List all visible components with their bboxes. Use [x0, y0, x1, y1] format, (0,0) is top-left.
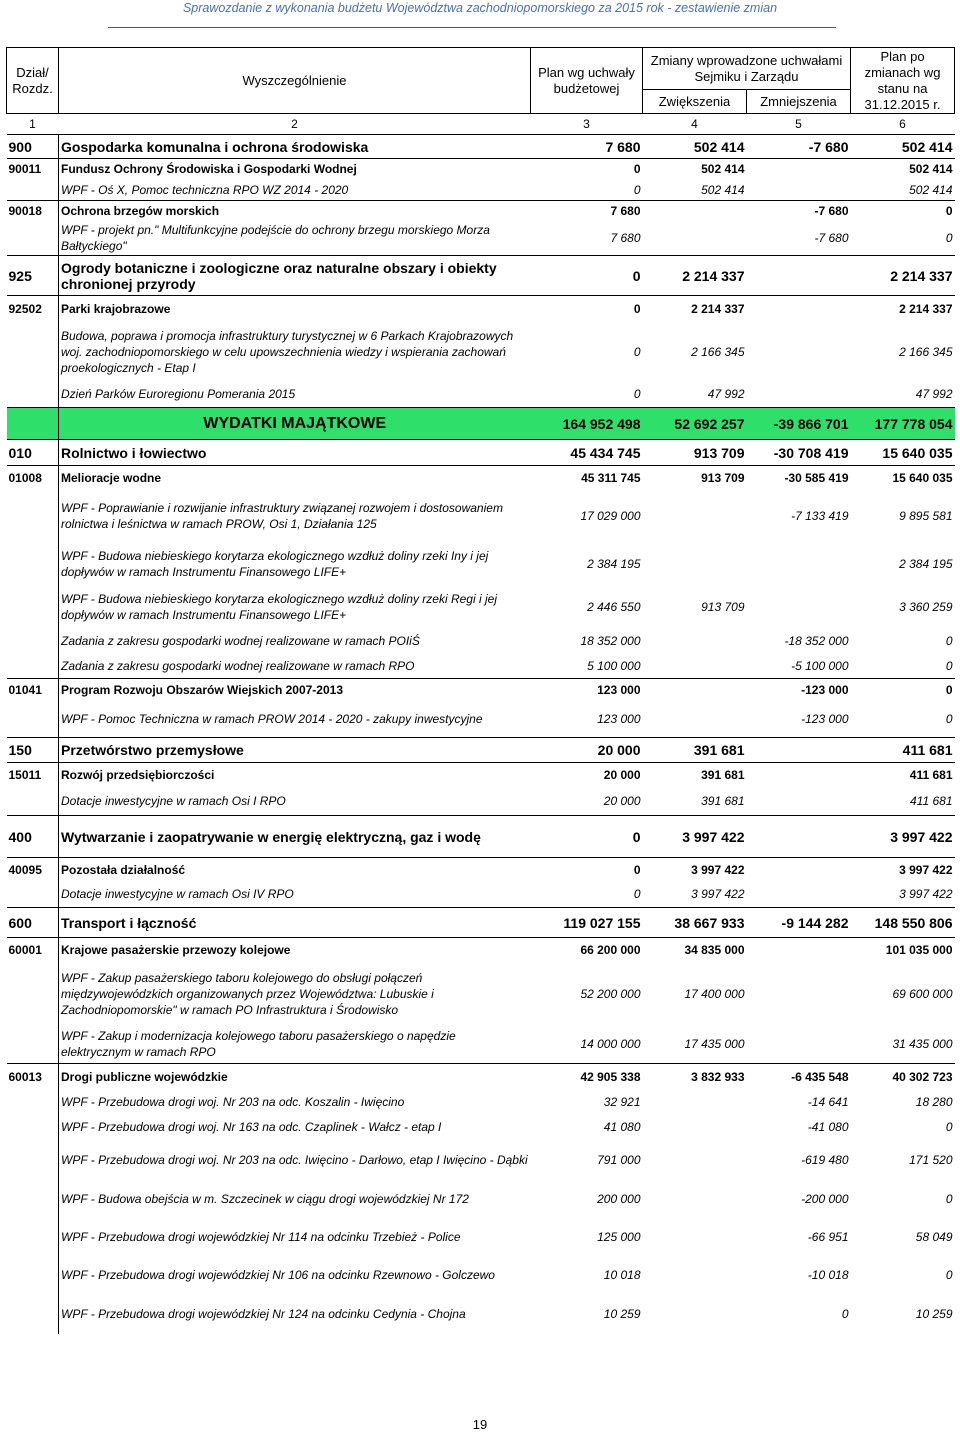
decrease-value — [747, 938, 851, 962]
table-row — [7, 466, 955, 490]
plan-value: 791 000 — [597, 1152, 641, 1167]
col-number: 5 — [795, 117, 802, 131]
increase-value — [643, 222, 747, 256]
section-code: 01041 — [7, 679, 59, 702]
decrease-value: 0 — [841, 1306, 849, 1321]
plan-after-value: 3 997 422 — [851, 858, 955, 882]
plan-value: 0 — [633, 387, 641, 402]
decrease-value — [747, 159, 851, 180]
section-code — [7, 702, 59, 738]
description: WPF - Przebudowa drogi wojewódzkiej Nr 106 na odcinku Rzewnowo - Golczewo — [59, 1256, 531, 1294]
decrease-value — [747, 382, 851, 408]
plan-value: 5 100 000 — [587, 658, 641, 673]
plan-value: 45 434 745 — [531, 440, 643, 466]
description: WPF - Przebudowa drogi wojewódzkiej Nr 124 na odcinku Cedynia - Chojna — [59, 1294, 531, 1334]
col-number: 3 — [583, 117, 590, 131]
plan-value: 0 — [531, 296, 643, 323]
description: WPF - Budowa niebieskiego korytarza ekologicznego wzdłuż doliny rzeki Iny i jej dopływów w ramach Instrumentu Finansowego LIFE+ — [59, 543, 531, 585]
table-row — [7, 382, 955, 408]
plan-after-value: 2 214 337 — [851, 256, 955, 296]
increase-value: 3 997 422 — [643, 816, 747, 858]
description: WPF - Przebudowa drogi woj. Nr 203 na odc. Koszalin - Iwięcino — [59, 1090, 531, 1115]
description: WPF - Poprawianie i rozwijanie infrastruktury związanej rozwojem i dostosowaniem rolnictwa i leśnictwa w ramach PROW, Osi 1, Działania 125 — [59, 490, 531, 543]
section-code — [7, 1218, 59, 1256]
plan-after-value: 411 681 — [851, 763, 955, 787]
decrease-value: -7 680 — [747, 135, 851, 159]
section-code — [7, 382, 59, 408]
section-code: 15011 — [7, 763, 59, 787]
table-row — [7, 1115, 955, 1140]
col-header-decrease: Zmniejszenia — [747, 90, 851, 114]
description: Ogrody botaniczne i zoologiczne oraz naturalne obszary i obiekty chronionej przyrody — [59, 256, 531, 296]
decrease-value: -66 951 — [807, 1229, 849, 1244]
plan-value: 119 027 155 — [531, 908, 643, 938]
decrease-value: -7 133 419 — [791, 509, 849, 523]
col-number: 4 — [691, 117, 698, 131]
decrease-value: -18 352 000 — [784, 634, 849, 648]
increase-value: 47 992 — [707, 387, 745, 402]
increase-value — [643, 1180, 747, 1218]
decrease-value: -30 585 419 — [747, 466, 851, 490]
description: Melioracje wodne — [59, 466, 531, 490]
increase-value — [643, 1140, 747, 1180]
description: Zadania z zakresu gospodarki wodnej realizowane w ramach POIiŚ — [59, 629, 531, 654]
header-rule — [108, 27, 836, 28]
table-row — [7, 222, 955, 256]
description: WPF - Budowa obejścia w m. Szczecinek w ciągu drogi wojewódzkiej Nr 172 — [59, 1180, 531, 1218]
section-code: 92502 — [7, 296, 59, 323]
plan-after-value: 58 049 — [915, 1229, 953, 1244]
increase-value: 2 166 345 — [691, 345, 745, 359]
decrease-value — [747, 858, 851, 882]
section-code: 150 — [7, 738, 59, 763]
increase-value: 502 414 — [643, 135, 747, 159]
plan-value: 10 259 — [603, 1306, 641, 1321]
increase-value: 2 214 337 — [643, 296, 747, 323]
section-code — [7, 882, 59, 908]
decrease-value: -6 435 548 — [747, 1064, 851, 1090]
plan-value: 0 — [531, 858, 643, 882]
table-body — [7, 135, 955, 1334]
plan-value: 7 680 — [610, 231, 641, 246]
plan-value: 125 000 — [597, 1229, 641, 1244]
description: Budowa, poprawa i promocja infrastruktury turystycznej w 6 Parkach Krajobrazowych woj. zachodniopomorskiego w celu upowszechnienia wiedzy i wspierania zachowań proekologicznych - Etap I — [59, 323, 531, 382]
increase-value — [643, 1115, 747, 1140]
table-row — [7, 135, 955, 159]
col-header-description: Wyszczególnienie — [59, 48, 531, 114]
plan-after-value: 502 414 — [851, 159, 955, 180]
table-row — [7, 296, 955, 323]
table-row — [7, 908, 955, 938]
plan-value: 7 680 — [531, 135, 643, 159]
section-code: 90018 — [7, 201, 59, 222]
plan-after-value: 3 360 259 — [899, 599, 953, 614]
col-header-changes: Zmiany wprowadzone uchwałami Sejmiku i Zarządu — [643, 48, 851, 90]
table-row — [7, 323, 955, 382]
plan-after-value: 3 997 422 — [899, 887, 953, 902]
table-row — [7, 629, 955, 654]
plan-after-value: 2 214 337 — [851, 296, 955, 323]
table-row — [7, 679, 955, 702]
plan-after-value: 10 259 — [915, 1306, 953, 1321]
section-code — [7, 1180, 59, 1218]
description: Krajowe pasażerskie przewozy kolejowe — [59, 938, 531, 962]
col-header-plan-after: Plan po zmianach wg stanu na 31.12.2015 r. — [851, 48, 955, 114]
decrease-value — [747, 816, 851, 858]
plan-value: 200 000 — [597, 1191, 641, 1206]
section-code — [7, 1115, 59, 1140]
table-row — [7, 159, 955, 180]
plan-after-value: 0 — [851, 201, 955, 222]
section-code: 40095 — [7, 858, 59, 882]
increase-value — [643, 702, 747, 738]
description: Dzień Parków Euroregionu Pomerania 2015 — [59, 382, 531, 408]
decrease-value — [747, 1026, 851, 1064]
increase-value: 3 997 422 — [691, 887, 745, 902]
section-code: 90011 — [7, 159, 59, 180]
plan-after-value: 171 520 — [909, 1152, 953, 1167]
decrease-value — [747, 882, 851, 908]
section-code — [7, 490, 59, 543]
document-header: Sprawozdanie z wykonania budżetu Województwa zachodniopomorskiego za 2015 rok - zestawienie zmian — [182, 1, 778, 15]
col-header-plan: Plan wg uchwały budżetowej — [531, 48, 643, 114]
decrease-value: -14 641 — [807, 1095, 849, 1109]
plan-after-value: 0 — [945, 634, 953, 648]
description: Program Rozwoju Obszarów Wiejskich 2007-2013 — [59, 679, 531, 702]
plan-after-value: 411 681 — [910, 793, 953, 808]
plan-value: 123 000 — [531, 679, 643, 702]
decrease-value — [747, 962, 851, 1026]
description: Zadania z zakresu gospodarki wodnej realizowane w ramach RPO — [59, 654, 531, 679]
description: WPF - Zakup i modernizacja kolejowego taboru pasażerskiego o napędzie elektrycznym w ramach RPO — [59, 1026, 531, 1064]
increase-value: 17 400 000 — [684, 986, 745, 1001]
plan-after-value: 0 — [945, 712, 953, 727]
plan-value: 52 200 000 — [580, 986, 641, 1001]
table-row — [7, 408, 955, 440]
table-row — [7, 1218, 955, 1256]
plan-after-value: 15 640 035 — [851, 440, 955, 466]
decrease-value — [747, 180, 851, 201]
decrease-value: -5 100 000 — [791, 658, 849, 673]
decrease-value: -9 144 282 — [747, 908, 851, 938]
decrease-value: -200 000 — [801, 1191, 849, 1206]
table-row — [7, 763, 955, 787]
increase-value — [643, 654, 747, 679]
decrease-value: -10 018 — [807, 1267, 849, 1282]
section-code — [7, 585, 59, 629]
description: WYDATKI MAJĄTKOWE — [59, 408, 531, 440]
decrease-value: -123 000 — [747, 679, 851, 702]
decrease-value — [747, 323, 851, 382]
increase-value — [643, 679, 747, 702]
col-header-increase: Zwiększenia — [643, 90, 747, 114]
plan-after-value: 502 414 — [851, 135, 955, 159]
description: Parki krajobrazowe — [59, 296, 531, 323]
description: WPF - Przebudowa drogi woj. Nr 163 na odc. Czaplinek - Wałcz - etap I — [59, 1115, 531, 1140]
plan-value: 20 000 — [531, 763, 643, 787]
plan-after-value: 9 895 581 — [899, 509, 953, 523]
increase-value: 391 681 — [701, 793, 745, 808]
plan-value: 164 952 498 — [531, 408, 643, 440]
plan-value: 2 384 195 — [587, 556, 641, 571]
table-row — [7, 1140, 955, 1180]
decrease-value: -41 080 — [807, 1120, 849, 1134]
section-code — [7, 543, 59, 585]
plan-value: 0 — [633, 182, 641, 197]
section-code: 925 — [7, 256, 59, 296]
description: Drogi publiczne wojewódzkie — [59, 1064, 531, 1090]
description: WPF - Budowa niebieskiego korytarza ekologicznego wzdłuż doliny rzeki Regi i jej dopływów w ramach Instrumentu Finansowego LIFE+ — [59, 585, 531, 629]
increase-value: 3 997 422 — [643, 858, 747, 882]
increase-value — [643, 543, 747, 585]
table-row — [7, 180, 955, 201]
section-code — [7, 629, 59, 654]
plan-after-value: 0 — [945, 1191, 953, 1206]
description: Transport i łączność — [59, 908, 531, 938]
description: WPF - Oś X, Pomoc techniczna RPO WZ 2014 - 2020 — [59, 180, 531, 201]
decrease-value: -7 680 — [747, 201, 851, 222]
plan-value: 20 000 — [531, 738, 643, 763]
description: Dotacje inwestycyjne w ramach Osi IV RPO — [59, 882, 531, 908]
decrease-value — [747, 256, 851, 296]
col-number: 2 — [291, 117, 298, 131]
table-row — [7, 440, 955, 466]
budget-table — [6, 47, 955, 1334]
increase-value: 502 414 — [701, 182, 745, 197]
plan-value: 42 905 338 — [531, 1064, 643, 1090]
increase-value: 3 832 933 — [643, 1064, 747, 1090]
decrease-value — [747, 296, 851, 323]
increase-value — [643, 1090, 747, 1115]
plan-after-value: 40 302 723 — [851, 1064, 955, 1090]
increase-value — [643, 1218, 747, 1256]
plan-value: 20 000 — [603, 793, 641, 808]
increase-value: 17 435 000 — [684, 1037, 745, 1052]
increase-value: 2 214 337 — [643, 256, 747, 296]
table-row — [7, 787, 955, 816]
description: Przetwórstwo przemysłowe — [59, 738, 531, 763]
section-code: 60013 — [7, 1064, 59, 1090]
plan-value: 17 029 000 — [580, 509, 641, 523]
plan-value: 10 018 — [603, 1267, 641, 1282]
description: WPF - projekt pn." Multifunkcyjne podejście do ochrony brzegu morskiego Morza Bałtyckiego" — [59, 222, 531, 256]
increase-value: 502 414 — [643, 159, 747, 180]
description: WPF - Pomoc Techniczna w ramach PROW 2014 - 2020 - zakupy inwestycyjne — [59, 702, 531, 738]
table-row — [7, 962, 955, 1026]
table-row — [7, 858, 955, 882]
plan-after-value: 148 550 806 — [851, 908, 955, 938]
decrease-value — [747, 543, 851, 585]
plan-after-value: 2 166 345 — [899, 345, 953, 359]
plan-after-value: 101 035 000 — [851, 938, 955, 962]
table-row — [7, 938, 955, 962]
plan-value: 32 921 — [603, 1095, 641, 1109]
section-code — [7, 408, 59, 440]
decrease-value — [747, 738, 851, 763]
section-code — [7, 654, 59, 679]
plan-value: 0 — [633, 345, 641, 359]
increase-value: 391 681 — [643, 763, 747, 787]
section-code: 600 — [7, 908, 59, 938]
table-row — [7, 585, 955, 629]
table-row — [7, 1090, 955, 1115]
plan-after-value: 18 280 — [915, 1095, 953, 1109]
plan-value: 123 000 — [597, 712, 641, 727]
table-row — [7, 256, 955, 296]
plan-after-value: 3 997 422 — [851, 816, 955, 858]
table-row — [7, 654, 955, 679]
plan-value: 0 — [633, 887, 641, 902]
increase-value — [643, 629, 747, 654]
section-code: 01008 — [7, 466, 59, 490]
plan-value: 41 080 — [603, 1120, 641, 1134]
decrease-value — [747, 787, 851, 816]
description: WPF - Zakup pasażerskiego taboru kolejowego do obsługi połączeń międzywojewódzkich organizowanych przez Województwa: Lubuskie i Zachodniopomorskie" w ramach PO Infrastruktura i Środowisko — [59, 962, 531, 1026]
col-header-section: Dział/ Rozdz. — [7, 48, 59, 114]
increase-value: 52 692 257 — [643, 408, 747, 440]
table-row — [7, 1256, 955, 1294]
decrease-value: -123 000 — [801, 712, 849, 727]
increase-value: 913 709 — [701, 599, 745, 614]
section-code — [7, 323, 59, 382]
table-row — [7, 1294, 955, 1334]
description: WPF - Przebudowa drogi woj. Nr 203 na odc. Iwięcino - Darłowo, etap I Iwięcino - Dąbki — [59, 1140, 531, 1180]
section-code — [7, 1256, 59, 1294]
increase-value: 38 667 933 — [643, 908, 747, 938]
plan-value: 45 311 745 — [531, 466, 643, 490]
table-row — [7, 1064, 955, 1090]
description: WPF - Przebudowa drogi wojewódzkiej Nr 114 na odcinku Trzebież - Police — [59, 1218, 531, 1256]
plan-after-value: 0 — [851, 679, 955, 702]
plan-after-value: 411 681 — [851, 738, 955, 763]
table-row — [7, 882, 955, 908]
section-code — [7, 222, 59, 256]
plan-value: 0 — [531, 256, 643, 296]
section-code — [7, 1294, 59, 1334]
column-numbers-row — [7, 114, 955, 135]
plan-after-value: 0 — [945, 658, 953, 673]
plan-after-value: 502 414 — [909, 182, 953, 197]
increase-value — [643, 1256, 747, 1294]
decrease-value: -619 480 — [801, 1152, 849, 1167]
col-number: 6 — [899, 117, 906, 131]
section-code — [7, 1026, 59, 1064]
table-row — [7, 816, 955, 858]
plan-after-value: 0 — [945, 231, 953, 246]
decrease-value — [747, 585, 851, 629]
description: Rozwój przedsiębiorczości — [59, 763, 531, 787]
section-code — [7, 1140, 59, 1180]
table-row — [7, 490, 955, 543]
table-row — [7, 1026, 955, 1064]
increase-value: 34 835 000 — [643, 938, 747, 962]
plan-value: 7 680 — [531, 201, 643, 222]
increase-value — [643, 490, 747, 543]
description: Rolnictwo i łowiectwo — [59, 440, 531, 466]
plan-after-value: 69 600 000 — [892, 986, 953, 1001]
table-row — [7, 543, 955, 585]
plan-value: 0 — [531, 816, 643, 858]
plan-value: 0 — [531, 159, 643, 180]
decrease-value — [747, 763, 851, 787]
section-code: 60001 — [7, 938, 59, 962]
section-code — [7, 180, 59, 201]
plan-after-value: 15 640 035 — [851, 466, 955, 490]
description: Ochrona brzegów morskich — [59, 201, 531, 222]
decrease-value: -7 680 — [814, 231, 849, 246]
plan-after-value: 47 992 — [915, 387, 953, 402]
increase-value — [643, 1294, 747, 1334]
description: Wytwarzanie i zaopatrywanie w energię elektryczną, gaz i wodę — [59, 816, 531, 858]
section-code — [7, 787, 59, 816]
section-code: 400 — [7, 816, 59, 858]
plan-value: 18 352 000 — [580, 634, 641, 648]
increase-value: 913 709 — [643, 466, 747, 490]
plan-value: 66 200 000 — [531, 938, 643, 962]
plan-after-value: 0 — [945, 1267, 953, 1282]
increase-value: 391 681 — [643, 738, 747, 763]
description: Dotacje inwestycyjne w ramach Osi I RPO — [59, 787, 531, 816]
description: Fundusz Ochrony Środowiska i Gospodarki Wodnej — [59, 159, 531, 180]
table-row — [7, 702, 955, 738]
table-row — [7, 201, 955, 222]
increase-value: 913 709 — [643, 440, 747, 466]
page-number: 19 — [472, 1417, 488, 1432]
section-code: 900 — [7, 135, 59, 159]
plan-after-value: 177 778 054 — [851, 408, 955, 440]
plan-after-value: 2 384 195 — [899, 556, 953, 571]
description: Pozostała działalność — [59, 858, 531, 882]
decrease-value: -39 866 701 — [747, 408, 851, 440]
plan-value: 2 446 550 — [587, 599, 641, 614]
plan-after-value: 0 — [945, 1120, 953, 1134]
section-code: 010 — [7, 440, 59, 466]
plan-after-value: 31 435 000 — [892, 1037, 953, 1052]
col-number: 1 — [29, 117, 36, 131]
plan-value: 14 000 000 — [580, 1037, 641, 1052]
section-code — [7, 962, 59, 1026]
section-code — [7, 1090, 59, 1115]
decrease-value: -30 708 419 — [747, 440, 851, 466]
increase-value — [643, 201, 747, 222]
table-row — [7, 1180, 955, 1218]
table-row — [7, 738, 955, 763]
description: Gospodarka komunalna i ochrona środowiska — [59, 135, 531, 159]
